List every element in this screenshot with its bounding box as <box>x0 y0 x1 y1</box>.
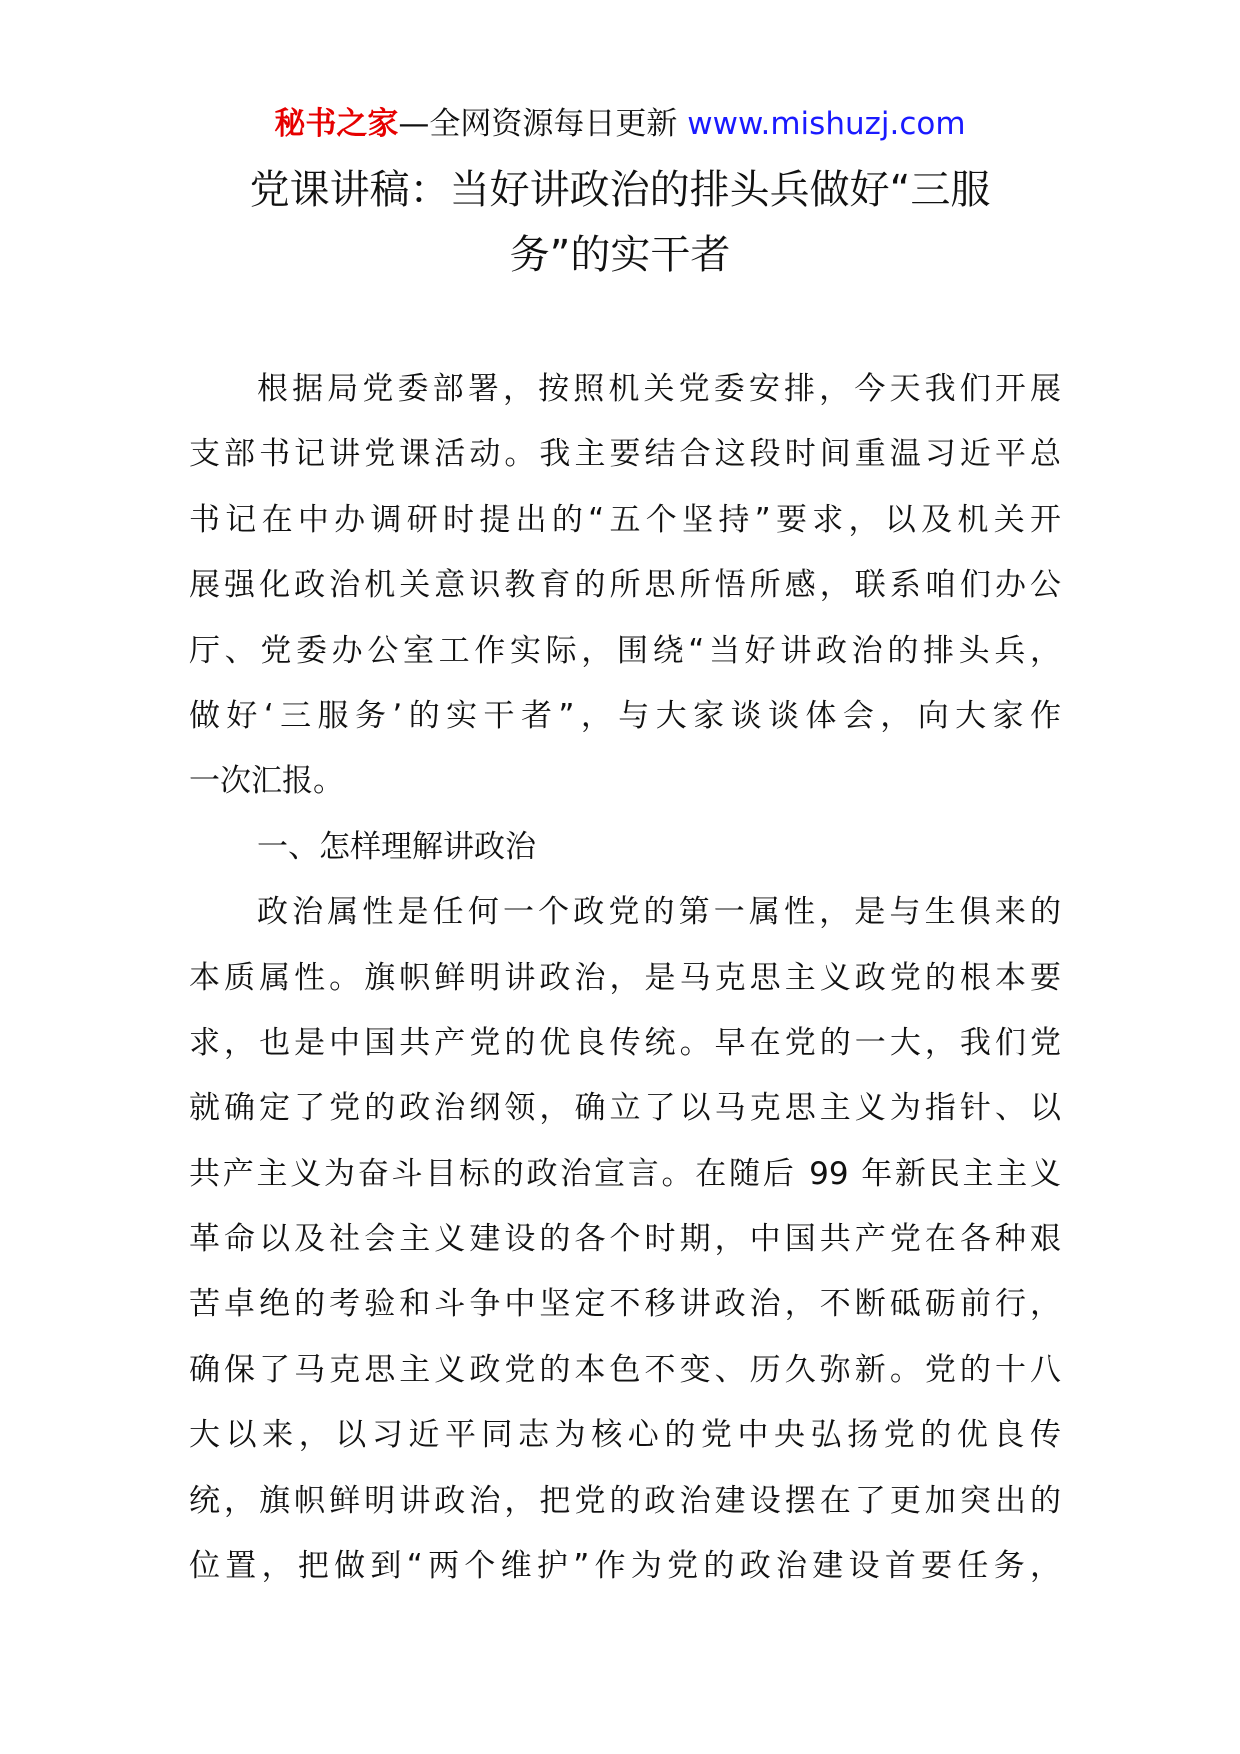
paragraph-line: 大以来，以习近平同志为核心的党中央弘扬党的优良传 <box>189 1417 1061 1454</box>
section-heading: 一、怎样理解讲政治 <box>257 828 536 865</box>
paragraph-line: 一次汇报。 <box>189 763 344 800</box>
paragraph-line: 展强化政治机关意识教育的所思所悟所感，联系咱们办公 <box>189 567 1061 604</box>
paragraph-line: 政治属性是任何一个政党的第一属性，是与生俱来的 <box>257 894 1061 931</box>
paragraph-line: 支部书记讲党课活动。我主要结合这段时间重温习近平总 <box>189 436 1061 473</box>
site-header <box>0 100 1240 148</box>
title-line-1: 党课讲稿：当好讲政治的排头兵做好“三服 <box>249 167 991 213</box>
document-body <box>189 357 1061 1599</box>
paragraph-line: 苦卓绝的考验和斗争中坚定不移讲政治，不断砥砺前行， <box>189 1286 1061 1323</box>
paragraph-line: 革命以及社会主义建设的各个时期，中国共产党在各种艰 <box>189 1221 1061 1258</box>
site-tagline: —全网资源每日更新 <box>398 106 688 142</box>
paragraph-line: 就确定了党的政治纲领，确立了以马克思主义为指针、以 <box>189 1090 1061 1127</box>
paragraph-line: 厅、党委办公室工作实际，围绕“当好讲政治的排头兵， <box>189 632 1061 669</box>
paragraph-line: 书记在中办调研时提出的“五个坚持”要求，以及机关开 <box>189 501 1061 538</box>
paragraph-line: 求，也是中国共产党的优良传统。早在党的一大，我们党 <box>189 1024 1061 1061</box>
paragraph-line: 确保了马克思主义政党的本色不变、历久弥新。党的十八 <box>189 1351 1061 1388</box>
title-line-2: 务”的实干者 <box>509 232 731 278</box>
paragraph-line: 本质属性。旗帜鲜明讲政治，是马克思主义政党的根本要 <box>189 959 1061 996</box>
paragraph-line: 共产主义为奋斗目标的政治宣言。在随后 99 年新民主主义 <box>189 1155 1061 1192</box>
paragraph-line: 根据局党委部署，按照机关党委安排，今天我们开展 <box>257 371 1061 407</box>
paragraph-line: 统，旗帜鲜明讲政治，把党的政治建设摆在了更加突出的 <box>189 1482 1061 1519</box>
site-url[interactable]: www.mishuzj.com <box>687 106 966 142</box>
document-title <box>150 158 1090 288</box>
paragraph-line: 位置，把做到“两个维护”作为党的政治建设首要任务， <box>189 1548 1061 1585</box>
paragraph-line: 做好‘三服务’的实干者”，与大家谈谈体会，向大家作 <box>189 697 1061 734</box>
site-brand: 秘书之家 <box>274 106 399 142</box>
